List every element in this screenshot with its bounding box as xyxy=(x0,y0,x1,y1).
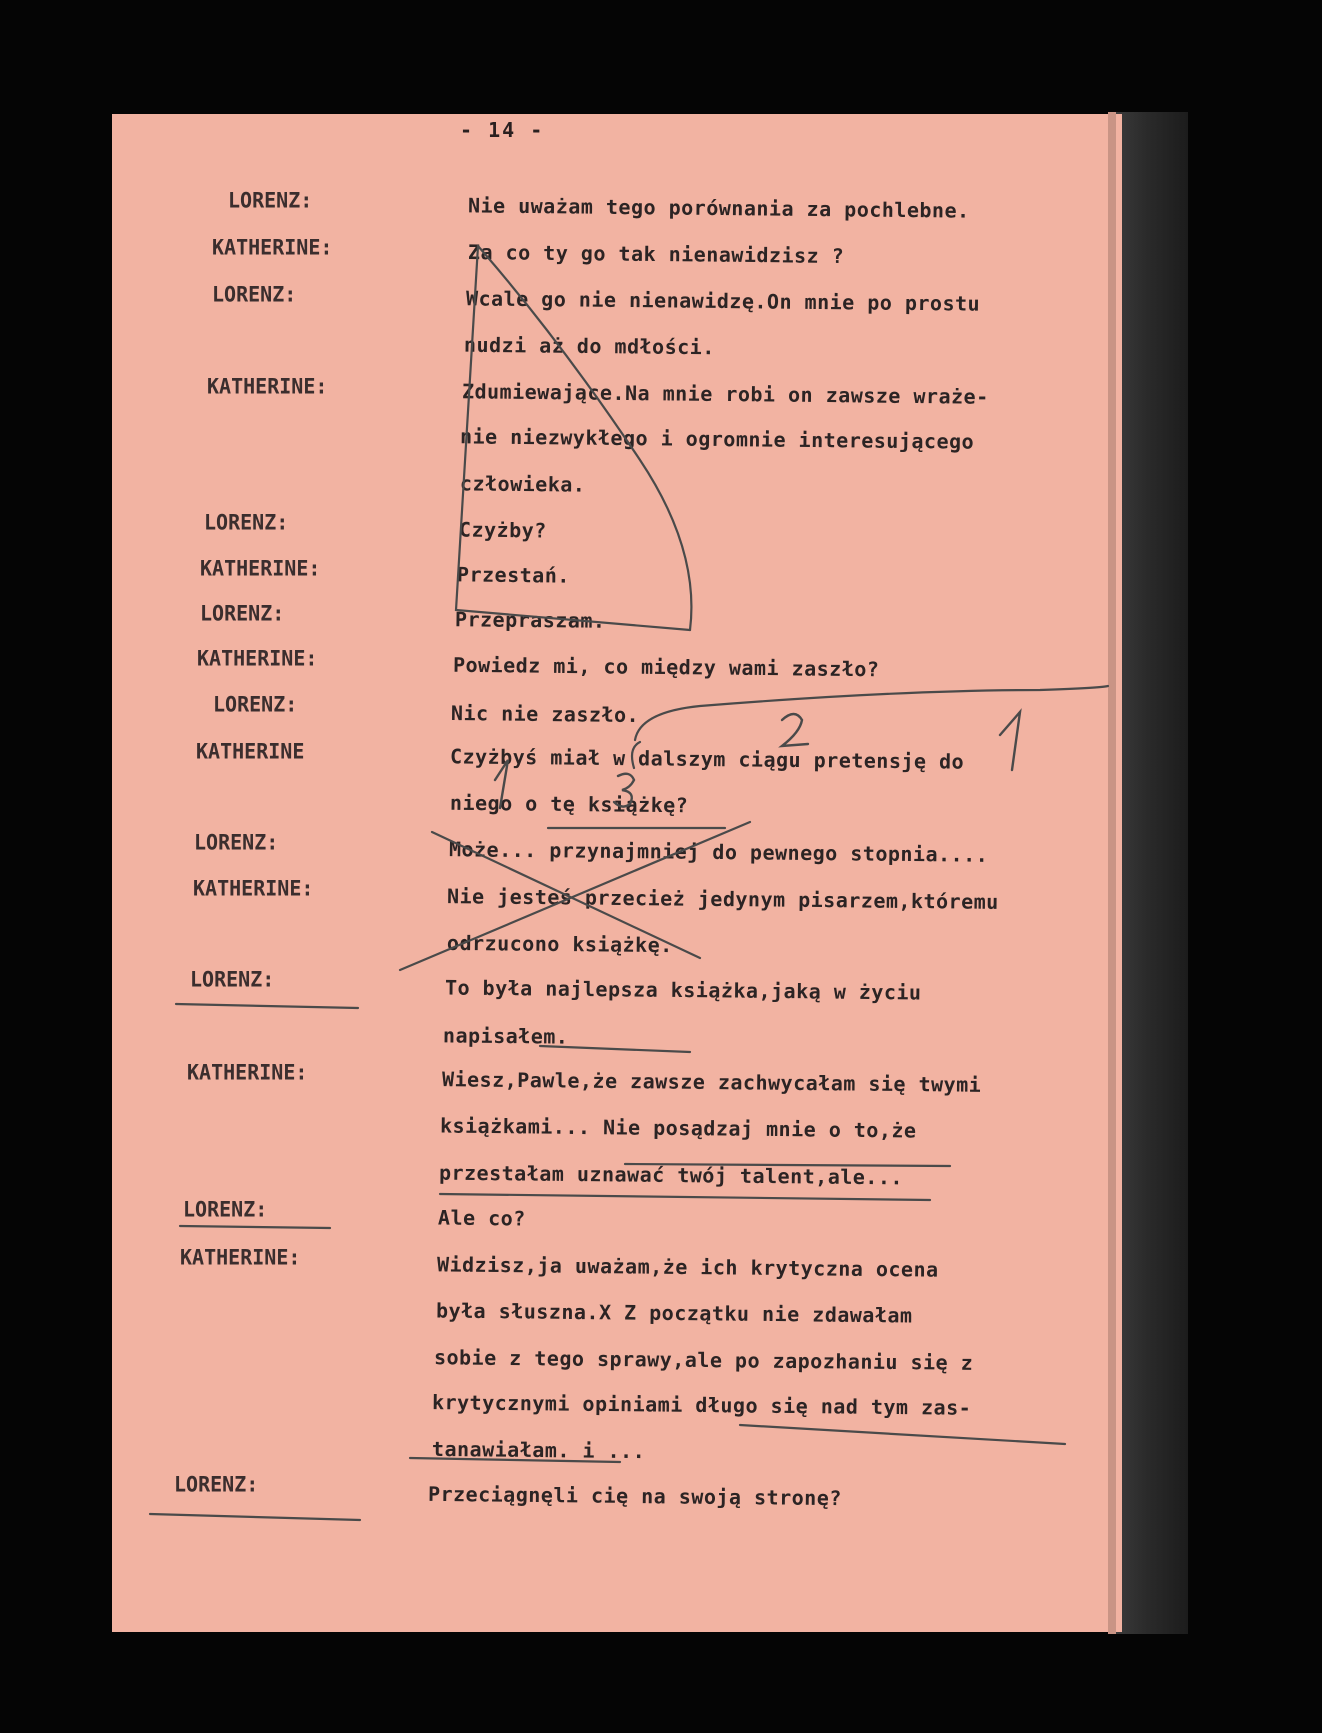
speaker-label: LORENZ: xyxy=(228,187,313,213)
dialogue-line: Przeciągnęli cię na swoją stronę? xyxy=(427,1481,842,1511)
dialogue-line: Nic nie zaszło. xyxy=(450,701,640,727)
speaker-label: LORENZ: xyxy=(200,600,285,626)
dialogue-line: Przepraszam. xyxy=(454,607,606,633)
dialogue-line: Przestań. xyxy=(456,562,570,588)
dialogue-line: Za co ty go tak nienawidzisz ? xyxy=(467,240,845,268)
dialogue-line: książkami... Nie posądzaj mnie o to,że xyxy=(439,1113,917,1143)
dialogue-line: Wiesz,Pawle,że zawsze zachwycałam się twymi xyxy=(441,1067,982,1097)
dialogue-line: nie niezwykłego i ogromnie interesującego xyxy=(459,424,975,454)
speaker-label: LORENZ: xyxy=(204,509,289,535)
speaker-label: LORENZ: xyxy=(213,691,298,717)
speaker-label: LORENZ: xyxy=(212,281,297,307)
speaker-label: KATHERINE: xyxy=(187,1059,308,1085)
dialogue-line: Czyżby? xyxy=(458,517,547,543)
dialogue-line: tanawiałam. i ... xyxy=(431,1436,646,1464)
speaker-label: KATHERINE: xyxy=(207,373,328,399)
dialogue-line: Nie uważam tego porównania za pochlebne. xyxy=(467,193,970,223)
dialogue-line: niego o tę książkę? xyxy=(449,790,689,818)
dialogue-line: odrzucono książkę. xyxy=(446,930,673,958)
speaker-label: KATHERINE: xyxy=(197,645,318,671)
dialogue-line: Nie jesteś przecież jedynym pisarzem,któremu xyxy=(446,884,999,914)
dialogue-line: Wcale go nie nienawidzę.On mnie po prostu xyxy=(465,286,981,316)
speaker-label: KATHERINE: xyxy=(193,875,314,901)
dialogue-line: sobie z tego sprawy,ale po zapozhaniu się z xyxy=(433,1345,974,1375)
dialogue-line: napisałem. xyxy=(442,1023,569,1049)
speaker-label: LORENZ: xyxy=(190,966,275,992)
dialogue-line: krytycznymi opiniami długo się nad tym zas- xyxy=(431,1390,972,1420)
speaker-label: KATHERINE xyxy=(196,738,305,764)
dialogue-line: Czyżbyś miał w dalszym ciągu pretensję do xyxy=(449,744,965,774)
dialogue-line: Powiedz mi, co między wami zaszło? xyxy=(452,652,880,682)
dialogue-line: przestałam uznawać twój talent,ale... xyxy=(438,1160,904,1190)
dialogue-line: nudzi aż do mdłości. xyxy=(463,332,715,360)
speaker-label: LORENZ: xyxy=(194,829,279,855)
speaker-label: LORENZ: xyxy=(174,1471,259,1497)
dialogue-line: Zdumiewające.Na mnie robi on zawsze wraże- xyxy=(461,379,989,409)
speaker-label: KATHERINE: xyxy=(212,234,333,260)
dialogue-line: była słuszna.X Z początku nie zdawałam xyxy=(435,1298,913,1328)
dialogue-line: Widzisz,ja uważam,że ich krytyczna ocena xyxy=(436,1252,939,1282)
dialogue-line: człowieka. xyxy=(459,471,586,497)
dialogue-line: Ale co? xyxy=(437,1205,526,1231)
dialogue-line: To była najlepsza książka,jaką w życiu xyxy=(444,975,922,1005)
speaker-label: KATHERINE: xyxy=(180,1244,301,1270)
page-edge xyxy=(1108,112,1116,1634)
speaker-label: KATHERINE: xyxy=(200,555,321,581)
dialogue-line: Może... przynajmniej do pewnego stopnia.... xyxy=(448,837,989,867)
speaker-label: LORENZ: xyxy=(183,1196,268,1222)
page-number: - 14 - xyxy=(460,118,545,142)
